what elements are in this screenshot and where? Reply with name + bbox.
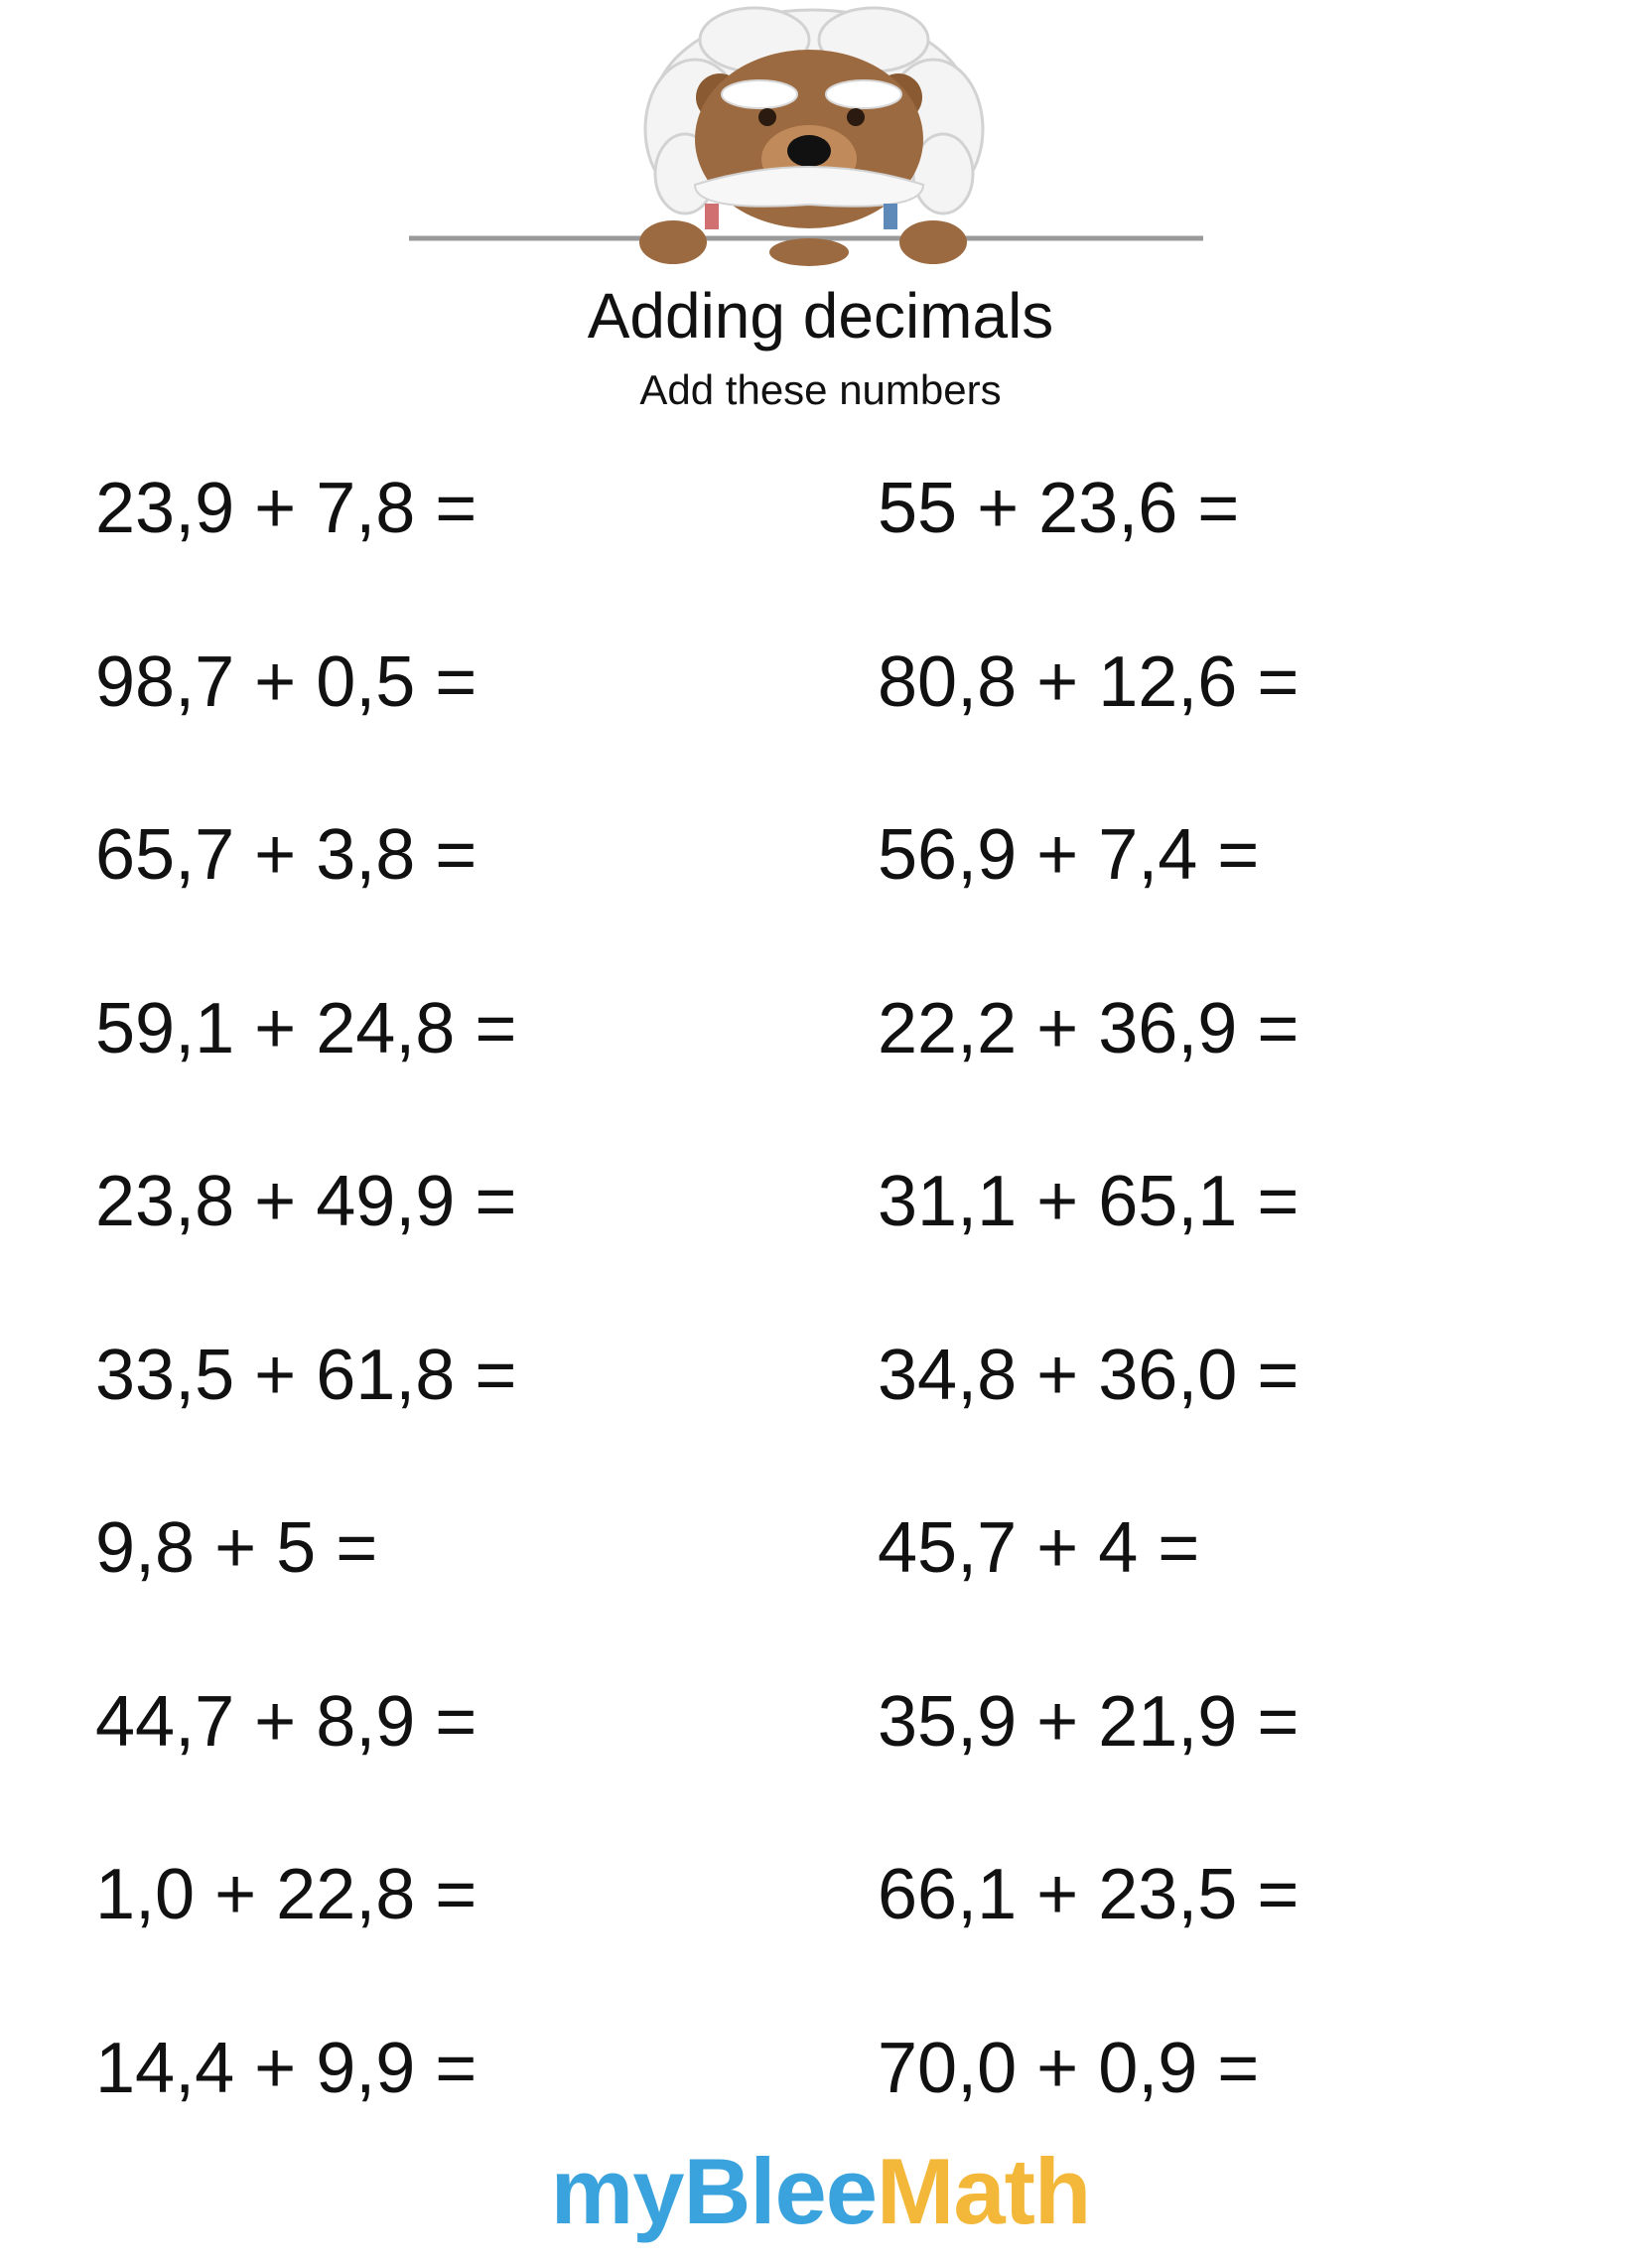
problem-right-6: 34,8 + 36,0 = [878, 1335, 1299, 1415]
right-eye [847, 108, 865, 126]
problem-left-1: 23,9 + 7,8 = [95, 469, 478, 548]
problem-left-4: 59,1 + 24,8 = [95, 988, 517, 1068]
problem-left-3: 65,7 + 3,8 = [95, 815, 478, 895]
problem-left-9: 1,0 + 22,8 = [95, 1855, 478, 1934]
problem-left-7: 9,8 + 5 = [95, 1508, 378, 1588]
problem-right-5: 31,1 + 65,1 = [878, 1162, 1299, 1241]
mascot-illustration [0, 0, 1641, 288]
page-title: Adding decimals [587, 280, 1054, 352]
brand-suffix: Math [877, 2139, 1091, 2243]
problem-right-7: 45,7 + 4 = [878, 1508, 1200, 1588]
problem-right-10: 70,0 + 0,9 = [878, 2028, 1260, 2108]
problem-left-6: 33,5 + 61,8 = [95, 1335, 517, 1415]
problem-right-2: 80,8 + 12,6 = [878, 641, 1299, 722]
problem-right-8: 35,9 + 21,9 = [878, 1681, 1299, 1762]
page-subtitle: Add these numbers [639, 366, 1002, 413]
problem-right-3: 56,9 + 7,4 = [878, 815, 1260, 895]
nose [787, 135, 831, 167]
problem-left-5: 23,8 + 49,9 = [95, 1162, 517, 1241]
problem-right-1: 55 + 23,6 = [878, 469, 1240, 548]
problem-right-9: 66,1 + 23,5 = [878, 1855, 1299, 1934]
problem-left-2: 98,7 + 0,5 = [95, 641, 478, 722]
left-eye [758, 108, 776, 126]
problem-left-10: 14,4 + 9,9 = [95, 2028, 478, 2108]
problem-left-8: 44,7 + 8,9 = [95, 1681, 478, 1762]
brand-name: myBlee [550, 2139, 878, 2243]
problem-right-4: 22,2 + 36,9 = [878, 988, 1299, 1068]
left-paw [639, 220, 707, 264]
right-paw [899, 220, 967, 264]
brand-logo [0, 2139, 1641, 2243]
